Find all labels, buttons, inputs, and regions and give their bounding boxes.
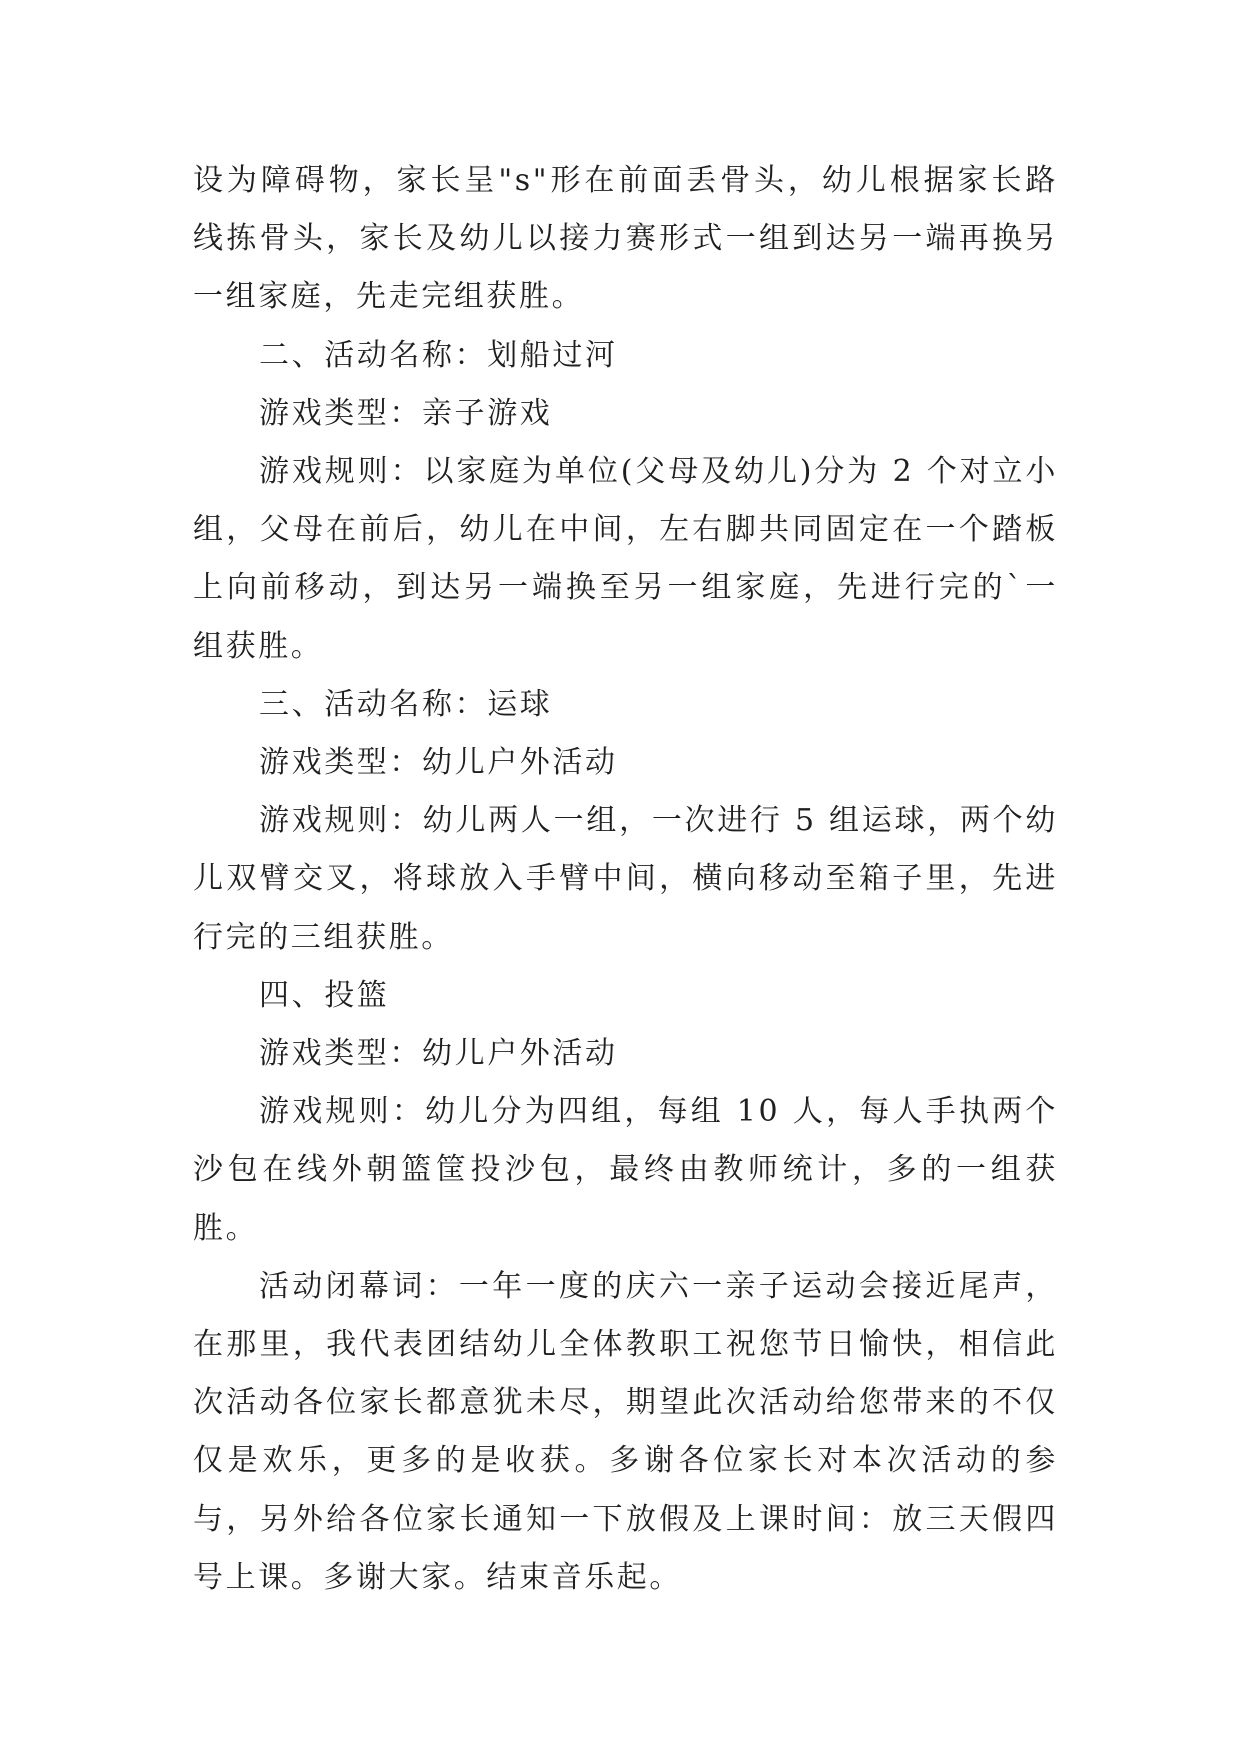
- paragraph-obstacle-rules: 设为障碍物，家长呈"s"形在前面丢骨头，幼儿根据家长路线拣骨头，家长及幼儿以接力赛形式一组到达另一端再换另一组家庭，先走完组获胜。: [193, 163, 1058, 315]
- game-type-3: 游戏类型：幼儿户外活动: [259, 745, 618, 781]
- heading-activity-3: 三、活动名称：运球: [259, 686, 553, 722]
- heading-activity-2: 二、活动名称：划船过河: [259, 337, 618, 373]
- game-type-2: 游戏类型：亲子游戏: [259, 395, 553, 431]
- document-body: [193, 152, 1058, 1607]
- game-rules-2: 游戏规则：以家庭为单位(父母及幼儿)分为 2 个对立小组，父母在前后，幼儿在中间，左右脚共同固定在一个踏板上向前移动，到达另一端换至另一组家庭，先进行完的`一组获胜。: [193, 454, 1058, 664]
- game-rules-4: 游戏规则：幼儿分为四组，每组 10 人，每人手执两个沙包在线外朝篮筐投沙包，最终由教师统计，多的一组获胜。: [193, 1094, 1058, 1246]
- game-rules-3: 游戏规则：幼儿两人一组，一次进行 5 组运球，两个幼儿双臂交叉，将球放入手臂中间，横向移动至箱子里，先进行完的三组获胜。: [193, 803, 1058, 955]
- heading-activity-4: 四、投篮: [259, 977, 390, 1013]
- game-type-4: 游戏类型：幼儿户外活动: [259, 1036, 618, 1072]
- closing-remarks: 活动闭幕词：一年一度的庆六一亲子运动会接近尾声，在那里，我代表团结幼儿全体教职工祝您节日愉快，相信此次活动各位家长都意犹未尽，期望此次活动给您带来的不仅仅是欢乐，更多的是收获。多谢各位家长对本次活动的参与，另外给各位家长通知一下放假及上课时间：放三天假四号上课。多谢大家。结束音乐起。: [193, 1268, 1058, 1595]
